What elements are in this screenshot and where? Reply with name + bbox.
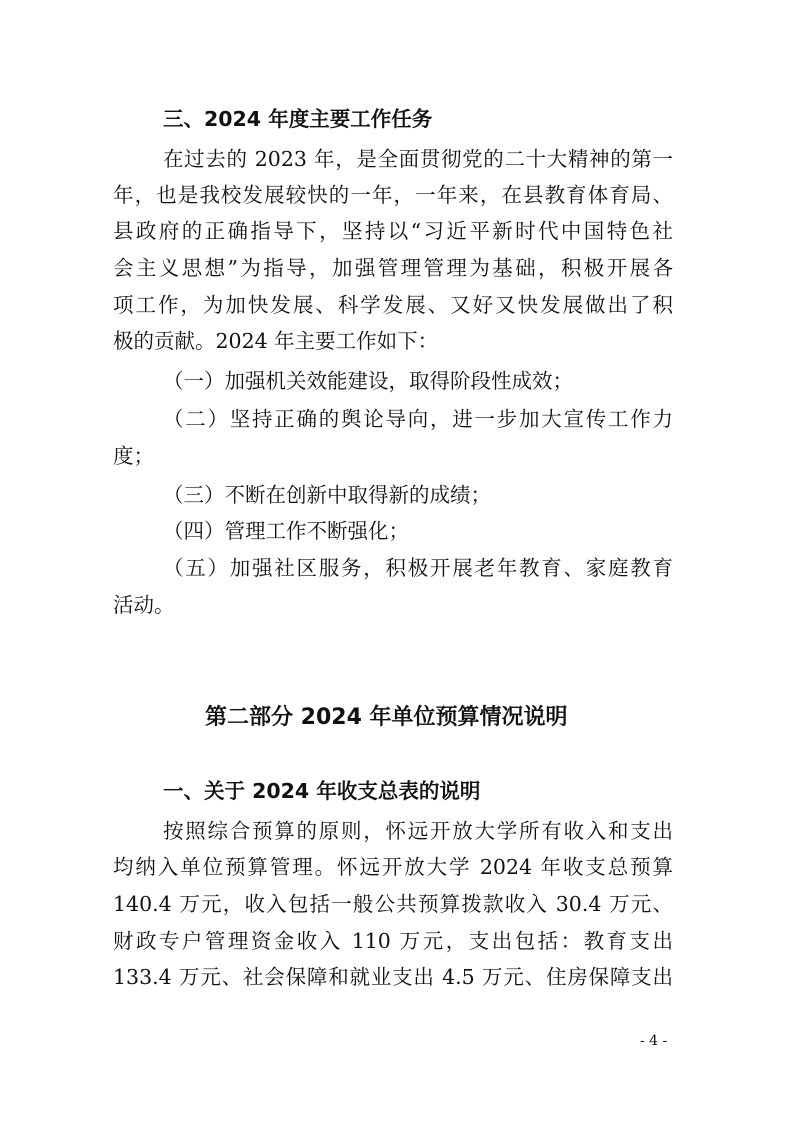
list-item-continuation: 度； [113,444,154,468]
list-item: （四）管理工作不断强化； [163,519,409,543]
paragraph-line: 项工作，为加快发展、科学发展、又好又快发展做出了积 [113,293,673,317]
paragraph-line: 在过去的 2023 年，是全面贯彻党的二十大精神的第一 [163,147,673,171]
paragraph-line: 会主义思想”为指导，加强管理管理为基础，积极开展各 [113,256,673,280]
paragraph-line: 年，也是我校发展较快的一年，一年来，在县教育体育局、 [113,183,673,207]
paragraph-line: 133.4 万元、社会保障和就业支出 4.5 万元、住房保障支出 [113,965,673,989]
list-item-continuation: 活动。 [113,593,175,617]
section-heading: 三、2024 年度主要工作任务 [163,107,433,131]
list-item: （一）加强机关效能建设，取得阶段性成效； [163,369,573,393]
list-item: （五）加强社区服务，积极开展老年教育、家庭教育 [163,556,673,580]
list-item: （三）不断在创新中取得新的成绩； [163,483,491,507]
subsection-heading: 一、关于 2024 年收支总表的说明 [163,779,481,803]
paragraph-line: 财政专户管理资金收入 110 万元，支出包括：教育支出 [113,929,673,953]
part-title: 第二部分 2024 年单位预算情况说明 [205,705,568,730]
list-item: （二）坚持正确的舆论导向，进一步加大宣传工作力 [163,407,673,431]
paragraph-line: 140.4 万元，收入包括一般公共预算拨款收入 30.4 万元、 [113,892,673,916]
paragraph-line: 极的贡献。2024 年主要工作如下： [113,329,439,353]
paragraph-line: 按照综合预算的原则，怀远开放大学所有收入和支出 [163,819,673,843]
paragraph-line: 均纳入单位预算管理。怀远开放大学 2024 年收支总预算 [113,855,673,879]
paragraph-line: 县政府的正确指导下，坚持以“习近平新时代中国特色社 [113,219,673,243]
page-number: - 4 - [640,1033,668,1049]
